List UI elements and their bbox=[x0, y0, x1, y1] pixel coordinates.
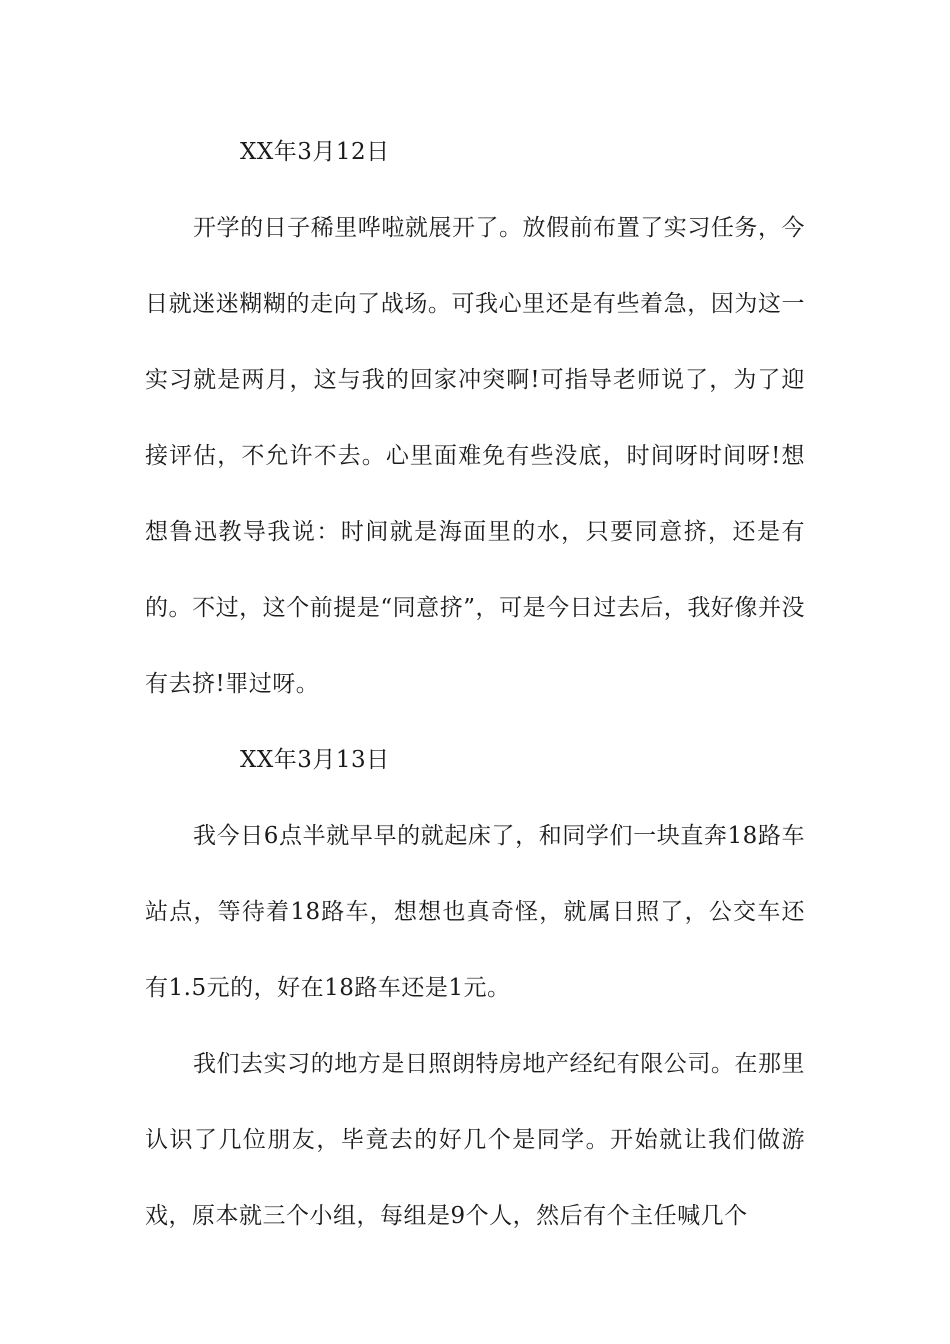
entry-1-paragraph-1: 开学的日子稀里哗啦就展开了。放假前布置了实习任务，今日就迷迷糊糊的走向了战场。可我心里还是有些着急，因为这一实习就是两月，这与我的回家冲突啊!可指导老师说了，为了迎接评估，不允许不去。心里面难免有些没底，时间呀时间呀!想想鲁迅教导我说：时间就是海面里的水，只要同意挤，还是有的。不过，这个前提是“同意挤”，可是今日过去后，我好像并没有去挤!罪过呀。 bbox=[145, 215, 805, 697]
entry-date-2: XX年3月13日 bbox=[240, 747, 390, 773]
entry-2-paragraph-2: 我们去实习的地方是日照朗特房地产经纪有限公司。在那里认识了几位朋友，毕竟去的好几个是同学。开始就让我们做游戏，原本就三个小组，每组是9个人，然后有个主任喊几个 bbox=[145, 1051, 805, 1229]
entry-date-1: XX年3月12日 bbox=[240, 139, 390, 165]
entry-2-paragraph-1: 我今日6点半就早早的就起床了，和同学们一块直奔18路车站点，等待着18路车，想想也真奇怪，就属日照了，公交车还有1.5元的，好在18路车还是1元。 bbox=[145, 823, 805, 1001]
